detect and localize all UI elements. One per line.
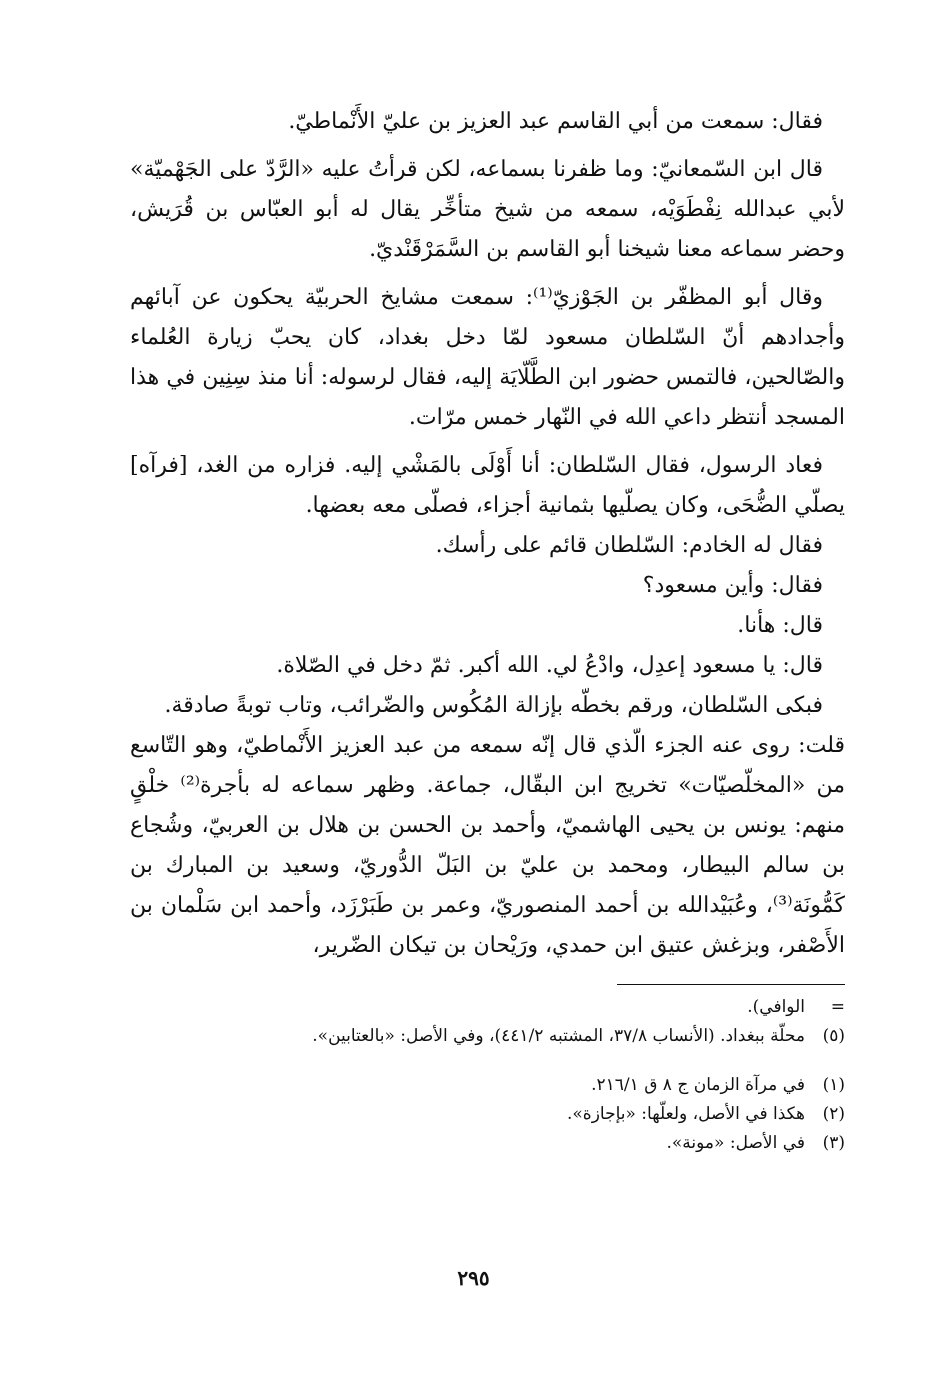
footnote (130, 1129, 845, 1158)
paragraph: فقال له الخادم: السّلطان قائم على رأسك. (435, 533, 823, 558)
paragraph: فعاد الرسول، فقال السّلطان: أنا أَوْلَى بالمَشْي إليه. فزاره من الغد، [فرآه] يصلّي الضُّحَى، وكان يصلّيها بثمانية أجزاء، فصلّى معه بعضها. (130, 453, 845, 518)
footnote (130, 1071, 845, 1100)
footnote-text: الوافي). (747, 997, 805, 1017)
paragraph: فقال: سمعت من أبي القاسم عبد العزيز بن عليّ الأَنْماطيّ. (288, 109, 823, 134)
footnote-text: هكذا في الأصل، ولعلّها: «بإجازة». (566, 1104, 805, 1124)
footnote-number: (١) (822, 1075, 845, 1095)
page-number: ٢٩٥ (457, 1266, 490, 1290)
footnote-text: في مرآة الزمان ج ٨ ق ٢١٦/١. (591, 1075, 805, 1095)
footnote-number: (٢) (822, 1104, 845, 1124)
paragraph: فبكى السّلطان، ورقم بخطّه بإزالة المُكُوس والضّرائب، وتاب توبةً صادقة. (164, 693, 823, 718)
footnotes (130, 1071, 845, 1158)
footnote-number: = (830, 997, 845, 1017)
footnote-number: (٣) (822, 1133, 845, 1153)
paragraph: قلت: روى عنه الجزء الّذي قال إنّه سمعه من عبد العزيز الأَنْماطيّ، وهو التّاسع من «المخلّصيّات» تخريج ابن البقّال، جماعة. وظهر سماعه له بأجرة⁽²⁾ خلْقٍ منهم: يونس بن يحيى الهاشميّ، وأحمد بن الحسن بن هلال بن العربيّ، وشُجاع بن سالم البيطار، ومحمد بن عليّ بن البَلّ الدُّوريّ، وسعيد بن المبارك بن كَمُّونَة⁽³⁾، وعُبَيْدالله بن أحمد المنصوريّ، وعمر بن طَبَرْزَد، وأحمد ابن سَلْمان بن الأَصْفر، وبزغش عتيق ابن حمدي، ورَيْحان بن تيكان الضّرير، (130, 733, 845, 958)
main-text (130, 102, 845, 966)
footnote (130, 1100, 845, 1129)
footnote-separator (617, 984, 845, 985)
footnote-text: محلّة ببغداد. (الأنساب ٣٧/٨، المشتبه ٤٤١/٢)، وفي الأصل: «بالعتابين». (312, 1026, 805, 1046)
footnote-text: في الأصل: «مونة». (666, 1133, 805, 1153)
paragraph: قال ابن السّمعانيّ: وما ظفرنا بسماعه، لكن قرأتُ عليه «الرَّدّ على الجَهْميّة» لأبي عبدالله نِفْطَوَيْه، سمعه من شيخ متأخِّر يقال له أبو العبّاس بن قُرَيش، وحضر سماعه معنا شيخنا أبو القاسم بن السَّمَرْقَنْديّ. (130, 157, 845, 262)
footnote (130, 993, 845, 1022)
footnote (130, 1022, 845, 1051)
paragraph: وقال أبو المظفّر بن الجَوْزيّ⁽¹⁾: سمعت مشايخ الحربيّة يحكون عن آبائهم وأجدادهم أنّ السّلطان مسعود لمّا دخل بغداد، كان يحبّ زيارة العُلماء والصّالحين، فالتمس حضور ابن الطَّلّايَة إليه، فقال لرسوله: أنا منذ سِنِين في هذا المسجد أنتظر داعي الله في النّهار خمس مرّات. (130, 285, 845, 430)
footnote-number: (٥) (822, 1026, 845, 1046)
carried-footnotes (130, 993, 845, 1051)
paragraph: فقال: وأين مسعود؟ (642, 573, 823, 598)
paragraph: قال: يا مسعود إعدِل، وادْعُ لي. الله أكبر. ثمّ دخل في الصّلاة. (276, 653, 823, 678)
paragraph: قال: هأنا. (737, 613, 823, 638)
